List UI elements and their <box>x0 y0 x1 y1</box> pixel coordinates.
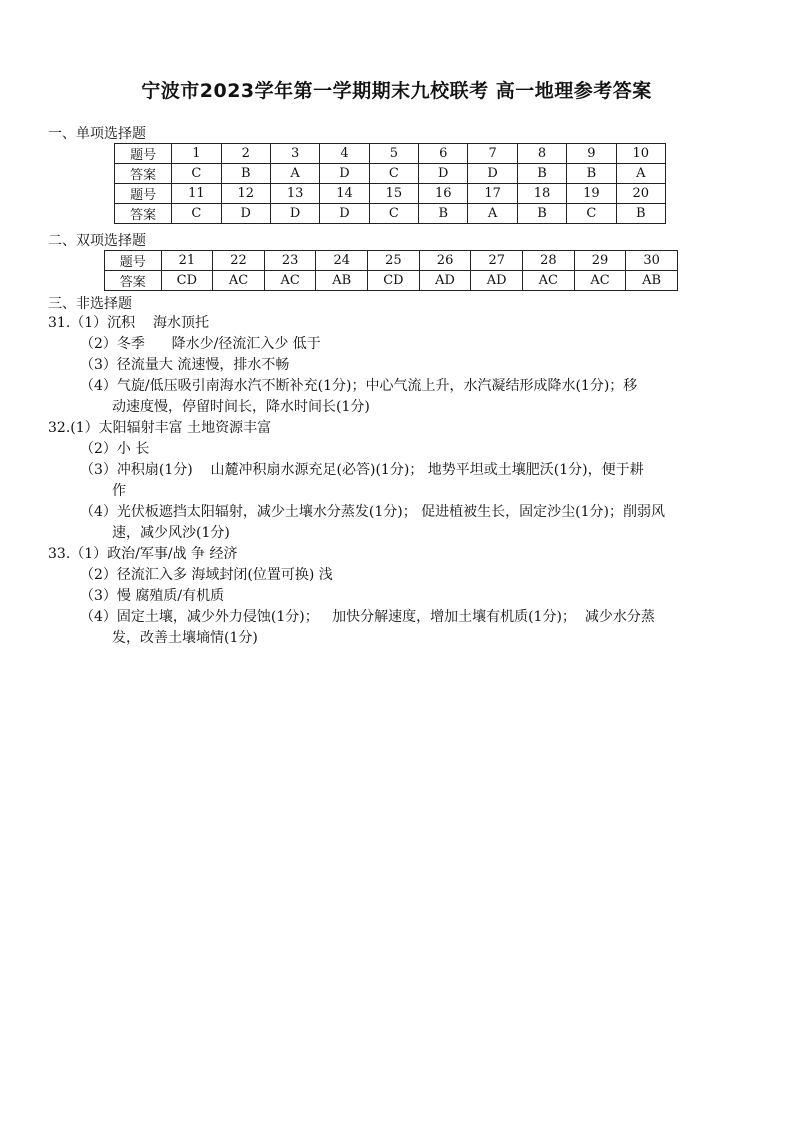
t1-cell: B <box>419 204 468 224</box>
q32-line-1: 32.(1）太阳辐射丰富 土地资源丰富 <box>48 420 272 436</box>
t1-cell: 12 <box>221 184 270 204</box>
t2-cell: 23 <box>264 251 316 271</box>
q31-line-3: （3）径流量大 流速慢，排水不畅 <box>80 357 290 373</box>
t2-cell: 22 <box>213 251 265 271</box>
t1-row <box>115 204 666 224</box>
q33-line-5: 发，改善土壤墒情(1分) <box>112 630 258 646</box>
t1-cell: 2 <box>221 144 270 164</box>
t1-cell: B <box>517 204 566 224</box>
t2-cell: 30 <box>626 251 678 271</box>
t1-cell: A <box>468 204 517 224</box>
t1-cell: C <box>172 204 221 224</box>
t1-cell: 9 <box>567 144 616 164</box>
t2-cell: AB <box>626 271 678 291</box>
t1-cell: D <box>468 164 517 184</box>
t2-cell: 27 <box>471 251 523 271</box>
t1-cell: 11 <box>172 184 221 204</box>
t1-cell: C <box>567 204 616 224</box>
section3-heading: 三、非选择题 <box>48 296 132 312</box>
q32-line-6: 速，减少风沙(1分) <box>112 525 230 541</box>
q33-line-2: （2）径流汇入多 海域封闭(位置可换) 浅 <box>80 567 333 583</box>
t1-cell: 16 <box>419 184 468 204</box>
t1-cell: C <box>172 164 221 184</box>
page-title: 宁波市2023学年第一学期期末九校联考 高一地理参考答案 <box>141 80 652 102</box>
t1-cell: A <box>616 164 665 184</box>
t2-row <box>105 271 678 291</box>
t1-cell: D <box>320 204 369 224</box>
q31-line-1: 31.（1）沉积 海水顶托 <box>48 315 209 331</box>
t1-cell: 17 <box>468 184 517 204</box>
t1-cell: 5 <box>369 144 418 164</box>
t1-cell: 7 <box>468 144 517 164</box>
q32-line-4: 作 <box>112 483 126 499</box>
t1-cell: 3 <box>270 144 319 164</box>
q33-line-1: 33.（1）政治/军事/战 争 经济 <box>48 546 238 562</box>
t2-cell: 29 <box>574 251 626 271</box>
t1-row-label: 答案 <box>115 164 172 184</box>
t2-cell: 25 <box>368 251 420 271</box>
t2-cell: 28 <box>523 251 575 271</box>
t1-row-label: 题号 <box>115 144 172 164</box>
t1-cell: 14 <box>320 184 369 204</box>
t2-cell: AC <box>523 271 575 291</box>
t1-cell: D <box>320 164 369 184</box>
t2-cell: AC <box>213 271 265 291</box>
t1-cell: D <box>270 204 319 224</box>
t1-cell: B <box>567 164 616 184</box>
t1-cell: 19 <box>567 184 616 204</box>
t2-cell: 24 <box>316 251 368 271</box>
t1-row <box>115 184 666 204</box>
t2-row <box>105 251 678 271</box>
t2-cell: CD <box>161 271 213 291</box>
t1-cell: 20 <box>616 184 665 204</box>
t2-cell: AC <box>264 271 316 291</box>
q33-line-4: （4）固定土壤，减少外力侵蚀(1分)； 加快分解速度，增加土壤有机质(1分)； 减少水分蒸 <box>80 609 655 625</box>
t2-cell: AB <box>316 271 368 291</box>
t1-cell: D <box>221 204 270 224</box>
t2-cell: AC <box>574 271 626 291</box>
t2-cell: CD <box>368 271 420 291</box>
q32-line-2: （2）小 长 <box>80 441 150 457</box>
q31-line-5: 动速度慢，停留时间长，降水时间长(1分) <box>112 399 370 415</box>
t1-row <box>115 164 666 184</box>
t1-cell: 18 <box>517 184 566 204</box>
t1-cell: B <box>221 164 270 184</box>
t1-cell: D <box>419 164 468 184</box>
t1-cell: C <box>369 204 418 224</box>
q32-line-3: （3）冲积扇(1分) 山麓冲积扇水源充足(必答)(1分)； 地势平坦或土壤肥沃(1分)，便于耕 <box>80 462 644 478</box>
section1-heading: 一、单项选择题 <box>48 126 146 142</box>
t1-cell: 13 <box>270 184 319 204</box>
q31-line-2: （2）冬季 降水少/径流汇入少 低于 <box>80 336 321 352</box>
t2-cell: 21 <box>161 251 213 271</box>
single-choice-answer-table <box>114 143 666 224</box>
t2-cell: AD <box>471 271 523 291</box>
q31-line-4: （4）气旋/低压吸引南海水汽不断补充(1分)；中心气流上升，水汽凝结形成降水(1分)；移 <box>80 378 638 394</box>
t2-cell: 26 <box>419 251 471 271</box>
t1-cell: B <box>616 204 665 224</box>
t1-cell: 1 <box>172 144 221 164</box>
double-choice-answer-table <box>104 250 678 291</box>
t1-cell: A <box>270 164 319 184</box>
t1-row <box>115 144 666 164</box>
t2-cell: AD <box>419 271 471 291</box>
t1-cell: 8 <box>517 144 566 164</box>
t1-cell: 4 <box>320 144 369 164</box>
t2-row-label: 答案 <box>105 271 162 291</box>
section2-heading: 二、双项选择题 <box>48 233 146 249</box>
t1-row-label: 题号 <box>115 184 172 204</box>
t1-cell: C <box>369 164 418 184</box>
t1-row-label: 答案 <box>115 204 172 224</box>
t1-cell: 15 <box>369 184 418 204</box>
t2-row-label: 题号 <box>105 251 162 271</box>
t1-cell: 6 <box>419 144 468 164</box>
q33-line-3: （3）慢 腐殖质/有机质 <box>80 588 225 604</box>
t1-cell: 10 <box>616 144 665 164</box>
q32-line-5: （4）光伏板遮挡太阳辐射，减少土壤水分蒸发(1分)； 促进植被生长，固定沙尘(1分)；削弱风 <box>80 504 666 520</box>
t1-cell: B <box>517 164 566 184</box>
